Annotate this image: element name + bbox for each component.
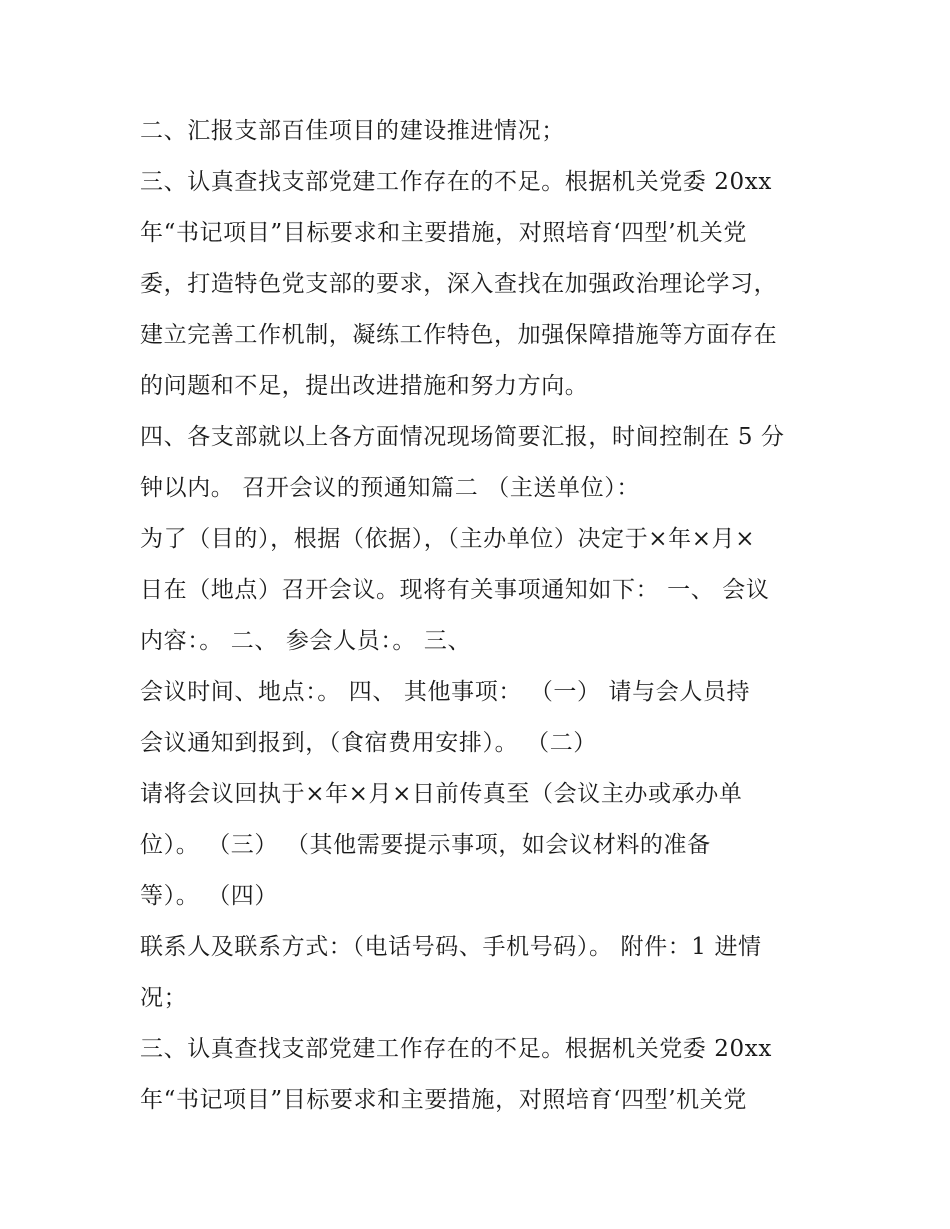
text-line: 三、认真查找支部党建工作存在的不足。根据机关党委 20xx <box>140 1036 772 1062</box>
text-line: 况； <box>140 985 188 1011</box>
text-line: 日在（地点）召开会议。现将有关事项通知如下： 一、 会议 <box>140 577 770 603</box>
text-line: 等）。 （四） <box>140 883 279 909</box>
text-line: 内容：。 二、 参会人员：。 三、 <box>140 628 472 654</box>
text-line: 年“书记项目”目标要求和主要措施，对照培育‘四型’机关党 <box>140 220 747 246</box>
text-line: 钟以内。 召开会议的预通知篇二 （主送单位）： <box>140 475 640 501</box>
text-line: 委，打造特色党支部的要求，深入查找在加强政治理论学习， <box>140 271 778 297</box>
text-line: 建立完善工作机制，凝练工作特色，加强保障措施等方面存在 <box>140 322 778 348</box>
text-line: 位）。 （三） （其他需要提示事项，如会议材料的准备 <box>140 832 711 858</box>
text-line: 会议通知到报到，（食宿费用安排）。 （二） <box>140 730 597 756</box>
text-line: 三、认真查找支部党建工作存在的不足。根据机关党委 20xx <box>140 169 772 195</box>
text-line: 请将会议回执于×年×月×日前传真至（会议主办或承办单 <box>140 781 743 807</box>
text-line: 二、汇报支部百佳项目的建设推进情况； <box>140 118 565 144</box>
document-body <box>140 106 830 1126</box>
text-line: 年“书记项目”目标要求和主要措施，对照培育‘四型’机关党 <box>140 1087 747 1113</box>
text-line: 四、各支部就以上各方面情况现场简要汇报，时间控制在 5 分 <box>140 424 785 450</box>
text-line: 会议时间、地点：。 四、 其他事项： （一） 请与会人员持 <box>140 679 751 705</box>
text-line: 为了（目的），根据（依据），（主办单位）决定于×年×月× <box>140 526 756 552</box>
text-line: 的问题和不足，提出改进措施和努力方向。 <box>140 373 589 399</box>
text-line: 联系人及联系方式：（电话号码、手机号码）。 附件：1 进情 <box>140 934 762 960</box>
